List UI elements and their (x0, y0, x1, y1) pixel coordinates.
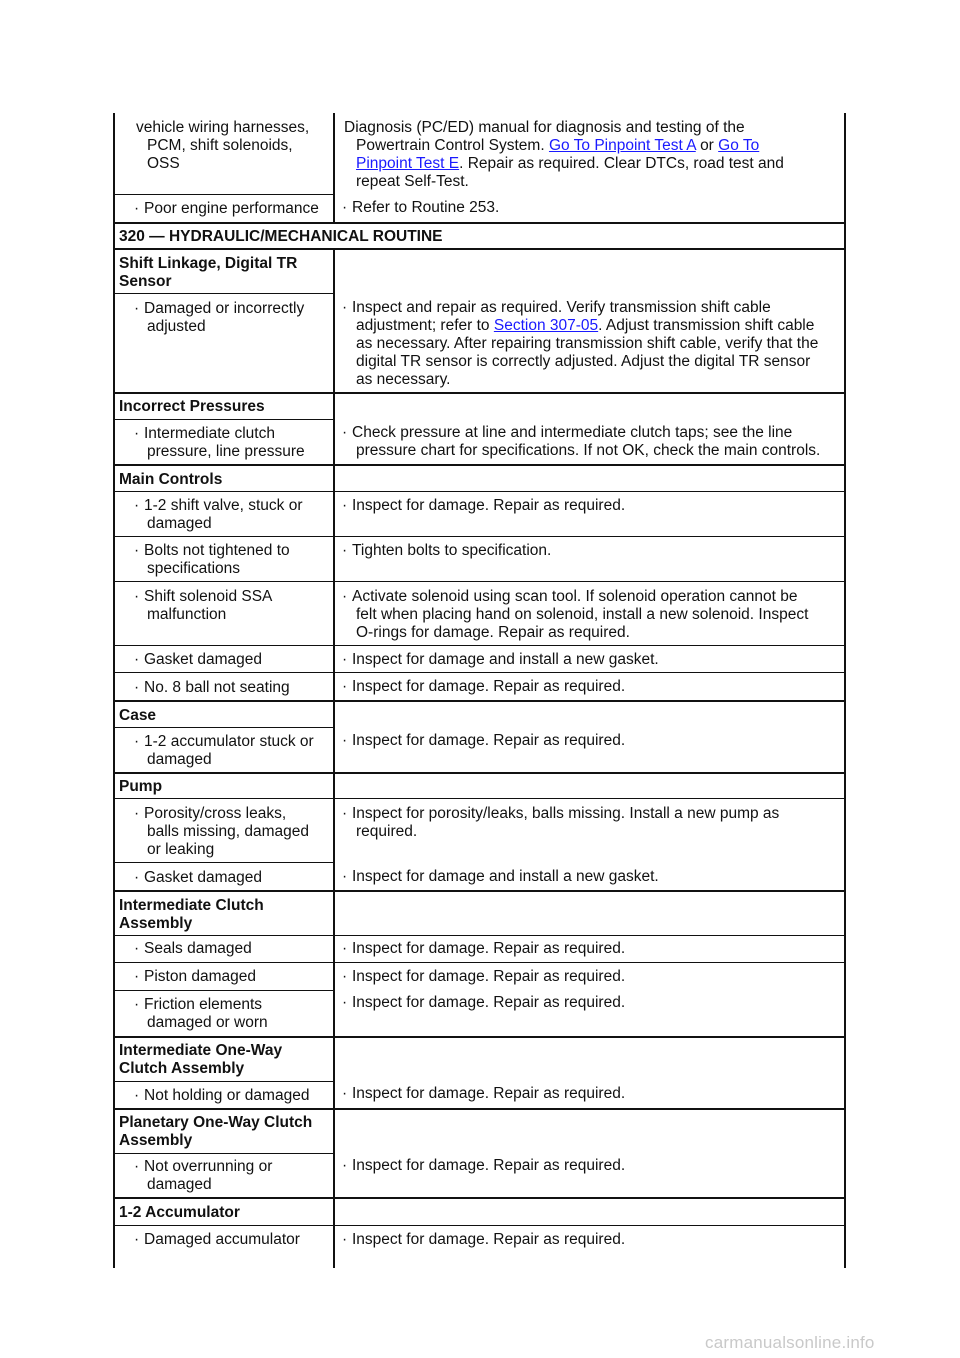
cause-text (134, 588, 272, 606)
action-text: felt when placing hand on solenoid, install a new solenoid. Inspect (356, 606, 809, 623)
action-label: Inspect for damage. Repair as required. (352, 1157, 626, 1174)
cause-text (134, 679, 290, 697)
action-text: digital TR sensor is correctly adjusted. Adjust the digital TR sensor (356, 353, 811, 370)
cause-text (134, 200, 319, 218)
bullet: · (134, 497, 140, 514)
row-divider (113, 491, 846, 492)
cause-divider (113, 862, 333, 863)
cause-text: damaged (147, 751, 212, 768)
cause-divider (113, 293, 333, 294)
watermark: carmanualsonline.info (705, 1333, 875, 1352)
table-right-border (844, 113, 846, 1268)
pinpoint-test-a-link[interactable]: Go To Pinpoint Test A (548, 137, 696, 154)
bullet: · (134, 1087, 140, 1104)
row-divider (113, 1197, 846, 1199)
cause-text: damaged or worn (147, 1014, 268, 1031)
action-text: O-rings for damage. Repair as required. (356, 624, 630, 641)
row-divider (113, 935, 846, 936)
action-label: Inspect for damage and install a new gasket. (352, 868, 659, 885)
cause-text (134, 733, 314, 751)
bullet: · (134, 679, 140, 696)
row-divider (113, 581, 846, 582)
bullet: · (134, 940, 140, 957)
bullet: · (342, 497, 348, 514)
row-divider (113, 700, 846, 702)
cause-label: Damaged accumulator (144, 1231, 300, 1248)
cause-text (134, 300, 304, 318)
bullet: · (342, 199, 348, 216)
row-divider (113, 464, 846, 466)
cause-text: OSS (147, 155, 180, 172)
routine-title: 320 — HYDRAULIC/MECHANICAL ROUTINE (119, 228, 443, 245)
row-divider (113, 798, 846, 799)
row-divider (113, 772, 846, 774)
action-text (342, 940, 625, 958)
cause-text (134, 869, 262, 887)
action-text-part: adjustment; refer to (356, 317, 490, 334)
action-text-part: . Repair as required. Clear DTCs, road test and (459, 155, 784, 172)
cause-text: specifications (147, 560, 241, 577)
cause-label: 1-2 accumulator stuck or (144, 733, 314, 750)
cause-text: vehicle wiring harnesses, (136, 119, 310, 136)
row-divider (113, 1108, 846, 1110)
section-heading: Pump (119, 778, 163, 795)
section-heading: Case (119, 707, 157, 724)
action-label: Inspect for damage. Repair as required. (352, 1085, 626, 1102)
row-divider (113, 645, 846, 646)
bullet: · (134, 1231, 140, 1248)
cause-text: balls missing, damaged (147, 823, 309, 840)
bullet: · (342, 994, 348, 1011)
bullet: · (134, 425, 140, 442)
action-label: Activate solenoid using scan tool. If solenoid operation cannot be (352, 588, 798, 605)
action-text (356, 137, 759, 155)
cause-divider (113, 194, 333, 195)
bullet: · (134, 1158, 140, 1175)
cause-divider (113, 1153, 333, 1154)
bullet: · (342, 732, 348, 749)
cause-text: pressure, line pressure (147, 443, 305, 460)
action-text (342, 994, 625, 1012)
bullet: · (134, 869, 140, 886)
cause-text: damaged (147, 515, 212, 532)
section-307-05-link[interactable]: Section 307-05 (493, 317, 599, 334)
action-label: Inspect for damage. Repair as required. (352, 1231, 626, 1248)
cause-label: Intermediate clutch (144, 425, 275, 442)
action-label: Inspect for damage. Repair as required. (352, 497, 626, 514)
bullet: · (342, 588, 348, 605)
action-text (356, 155, 784, 173)
section-heading: Main Controls (119, 471, 223, 488)
cause-text (134, 542, 290, 560)
row-divider (113, 392, 846, 394)
cause-text (134, 940, 252, 958)
section-heading: Planetary One-Way Clutch (119, 1114, 313, 1131)
cause-text: adjusted (147, 318, 206, 335)
bullet: · (342, 651, 348, 668)
action-label: Inspect for damage. Repair as required. (352, 940, 626, 957)
action-text: Diagnosis (PC/ED) manual for diagnosis and testing of the (344, 119, 745, 136)
cause-divider (113, 1081, 333, 1082)
action-label: Inspect for damage. Repair as required. (352, 678, 626, 695)
cause-label: No. 8 ball not seating (144, 679, 290, 696)
section-heading: Intermediate Clutch (119, 897, 264, 914)
bullet: · (134, 968, 140, 985)
cause-label: Not overrunning or (144, 1158, 273, 1175)
cause-text: damaged (147, 1176, 212, 1193)
bullet: · (342, 940, 348, 957)
bullet: · (134, 300, 140, 317)
cause-text (134, 425, 275, 443)
cause-label: Poor engine performance (144, 200, 319, 217)
action-text (342, 497, 625, 515)
bullet: · (342, 299, 348, 316)
cause-label: Shift solenoid SSA (144, 588, 273, 605)
cause-text (134, 1087, 309, 1105)
action-label: Check pressure at line and intermediate clutch taps; see the line (352, 424, 793, 441)
action-text (342, 651, 659, 669)
bullet: · (342, 1085, 348, 1102)
cause-text (134, 805, 286, 823)
action-text (342, 424, 792, 442)
section-heading: Assembly (119, 915, 193, 932)
bullet: · (342, 542, 348, 559)
table-left-border (113, 113, 115, 1268)
bullet: · (342, 968, 348, 985)
cause-text (134, 1231, 300, 1249)
cause-label: Friction elements (144, 996, 263, 1013)
action-label: Tighten bolts to specification. (352, 542, 552, 559)
row-divider (113, 962, 846, 963)
cause-label: 1-2 shift valve, stuck or (144, 497, 303, 514)
bullet: · (134, 733, 140, 750)
action-label: Inspect for damage. Repair as required. (352, 968, 626, 985)
cause-divider (113, 990, 333, 991)
cause-label: Porosity/cross leaks, (144, 805, 287, 822)
pinpoint-test-e-link[interactable]: Go To (718, 137, 760, 154)
action-text (342, 678, 625, 696)
cause-label: Not holding or damaged (144, 1087, 310, 1104)
bullet: · (134, 805, 140, 822)
bullet: · (342, 1157, 348, 1174)
cause-text (134, 968, 256, 986)
row-divider (113, 222, 846, 224)
cause-label: Piston damaged (144, 968, 257, 985)
action-text (356, 317, 814, 335)
action-text (342, 588, 798, 606)
cause-text (134, 651, 262, 669)
bullet: · (342, 805, 348, 822)
action-text (342, 805, 779, 823)
section-heading: Shift Linkage, Digital TR (119, 255, 298, 272)
row-divider (113, 672, 846, 673)
action-label: Refer to Routine 253. (352, 199, 500, 216)
action-text (342, 1231, 625, 1249)
section-heading: Intermediate One-Way (119, 1042, 283, 1059)
cause-divider (113, 419, 333, 420)
action-label: Inspect for damage. Repair as required. (352, 732, 626, 749)
section-heading: Assembly (119, 1132, 193, 1149)
cause-text (134, 996, 262, 1014)
action-text-part: or (700, 137, 714, 154)
bullet: · (342, 424, 348, 441)
action-label: Inspect and repair as required. Verify transmission shift cable (352, 299, 771, 316)
section-heading: 1-2 Accumulator (119, 1204, 240, 1221)
cause-label: Gasket damaged (144, 651, 263, 668)
cause-label: Seals damaged (144, 940, 252, 957)
cause-text (134, 497, 303, 515)
row-divider (113, 890, 846, 892)
section-heading: Clutch Assembly (119, 1060, 245, 1077)
action-text (342, 199, 499, 217)
bullet: · (134, 588, 140, 605)
action-text: repeat Self-Test. (356, 173, 469, 190)
cause-text (134, 1158, 272, 1176)
action-text: as necessary. (356, 371, 451, 388)
action-text (342, 1085, 625, 1103)
cause-label: Damaged or incorrectly (144, 300, 305, 317)
bullet: · (342, 678, 348, 695)
action-text: as necessary. After repairing transmission shift cable, verify that the (356, 335, 819, 352)
column-divider (333, 113, 335, 222)
action-text (342, 299, 771, 317)
cause-text: or leaking (147, 841, 215, 858)
action-text-part: . Adjust transmission shift cable (598, 317, 815, 334)
column-divider (333, 249, 335, 1268)
action-text: required. (356, 823, 418, 840)
action-text (342, 732, 625, 750)
action-text (342, 1157, 625, 1175)
action-label: Inspect for porosity/leaks, balls missing. Install a new pump as (352, 805, 780, 822)
action-label: Inspect for damage. Repair as required. (352, 994, 626, 1011)
cause-text: malfunction (147, 606, 227, 623)
row-divider (113, 248, 846, 250)
pinpoint-test-e-link[interactable]: Pinpoint Test E (356, 155, 460, 172)
bullet: · (134, 996, 140, 1013)
action-text (342, 542, 551, 560)
row-divider (113, 536, 846, 537)
cause-label: Gasket damaged (144, 869, 263, 886)
bullet: · (134, 651, 140, 668)
action-text-part: Powertrain Control System. (356, 137, 545, 154)
cause-label: Bolts not tightened to (144, 542, 290, 559)
row-divider (113, 1036, 846, 1038)
row-divider (113, 1225, 846, 1226)
bullet: · (134, 542, 140, 559)
section-heading: Sensor (119, 273, 172, 290)
bullet: · (134, 200, 140, 217)
action-label: Inspect for damage and install a new gasket. (352, 651, 659, 668)
section-heading: Incorrect Pressures (119, 398, 265, 415)
action-text (342, 868, 659, 886)
action-text: pressure chart for specifications. If not OK, check the main controls. (356, 442, 821, 459)
cause-text: PCM, shift solenoids, (147, 137, 293, 154)
bullet: · (342, 1231, 348, 1248)
action-text (342, 968, 625, 986)
bullet: · (342, 868, 348, 885)
cause-divider (113, 727, 333, 728)
